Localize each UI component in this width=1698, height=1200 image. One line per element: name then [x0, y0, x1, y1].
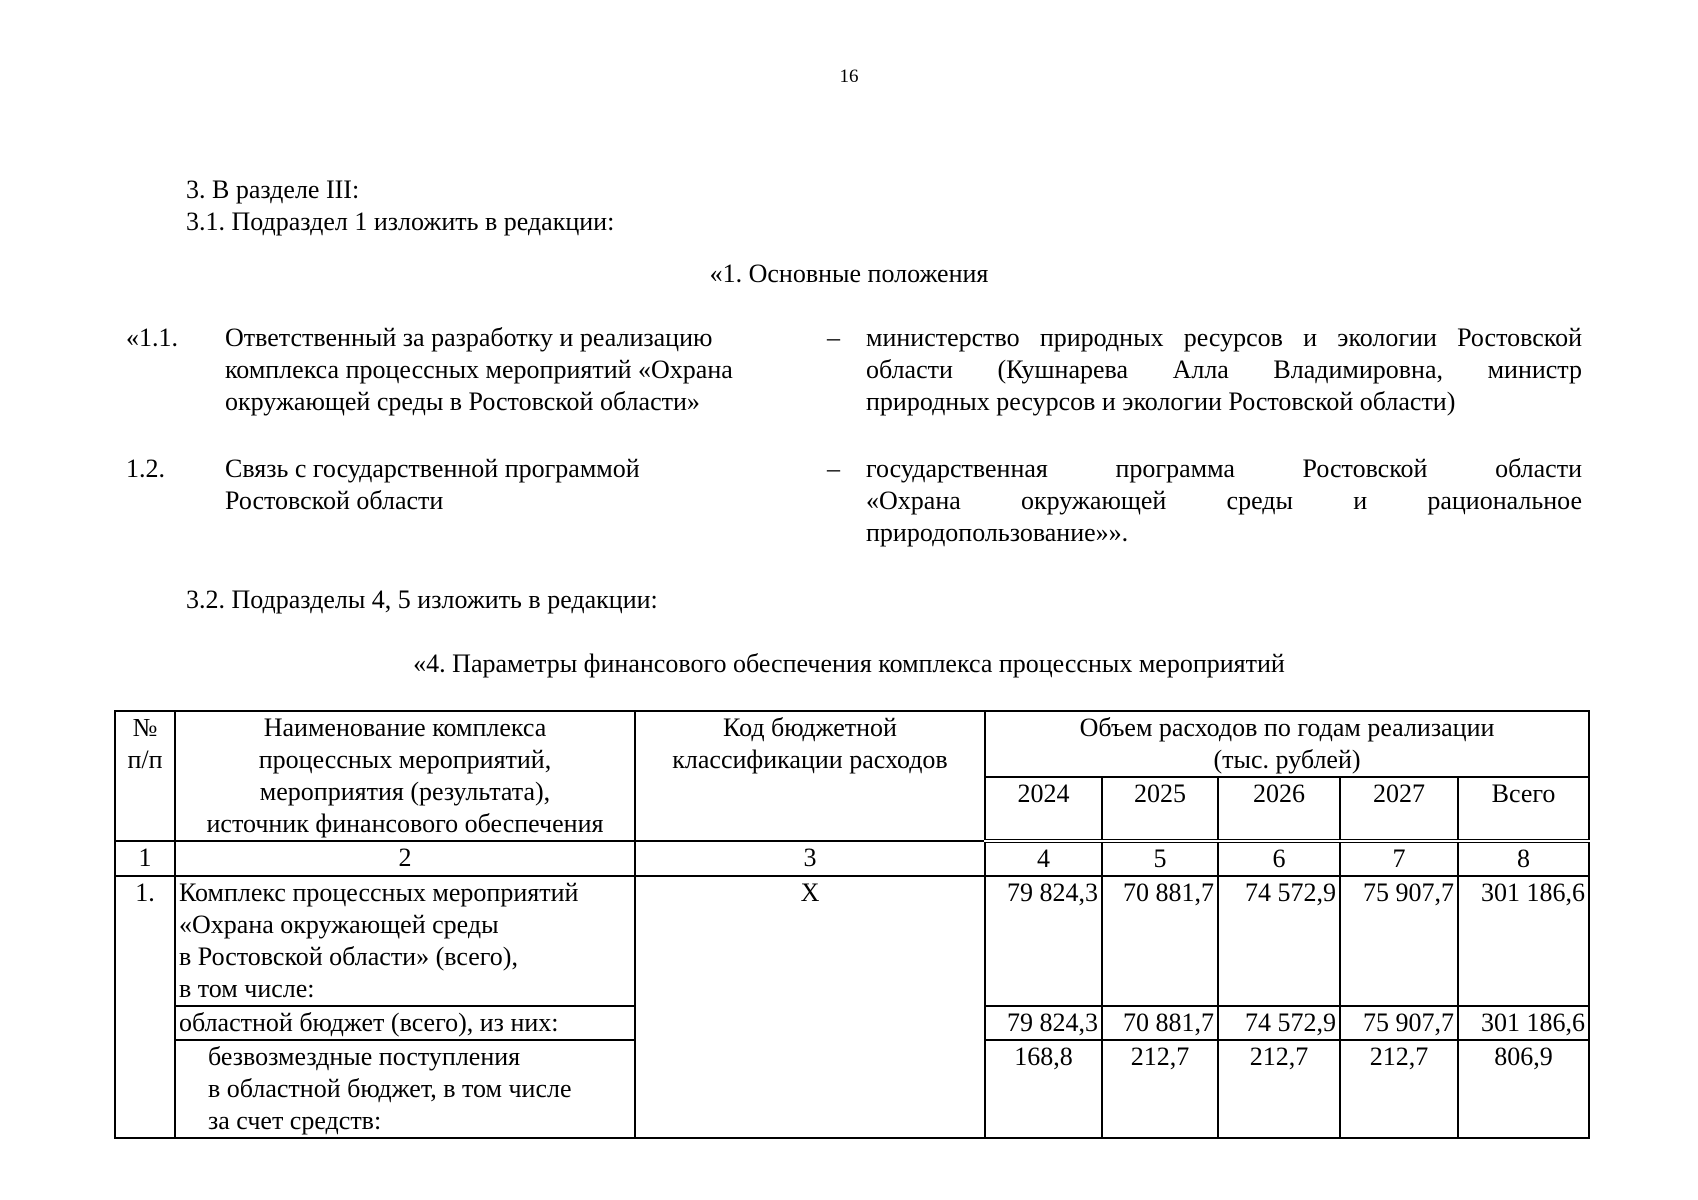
header-year-2025: 2025	[1102, 777, 1218, 841]
item-1-1-label-line: окружающей среды в Ростовской области»	[225, 387, 700, 416]
row-name-line: Комплекс процессных мероприятий	[179, 878, 579, 907]
item-1-1-label-line: комплекса процессных мероприятий «Охрана	[225, 355, 733, 384]
item-1-1-dash: –	[827, 323, 840, 352]
item-1-1-label	[225, 322, 733, 418]
col-number: 7	[1340, 841, 1458, 876]
header-name-line: Наименование комплекса	[263, 713, 547, 742]
header-volume	[985, 711, 1589, 777]
header-code	[635, 711, 985, 841]
item-1-2-value-line: природопользование»».	[866, 518, 1129, 547]
row-name-line: в том числе:	[179, 974, 315, 1003]
header-name-line: процессных мероприятий,	[258, 745, 552, 774]
value-total: 806,9	[1458, 1040, 1589, 1138]
value-2024: 79 824,3	[985, 1006, 1102, 1040]
row-name-line: безвозмездные поступления	[208, 1042, 521, 1071]
paragraph-3-1: 3.1. Подраздел 1 изложить в редакции:	[186, 207, 615, 236]
row-code: Х	[635, 876, 985, 1138]
header-num	[115, 711, 175, 841]
value-2027: 75 907,7	[1340, 1006, 1458, 1040]
value-2024: 168,8	[985, 1040, 1102, 1138]
financial-table	[114, 710, 1590, 1139]
value-2026: 74 572,9	[1218, 876, 1340, 1006]
paragraph-section-3: 3. В разделе III:	[186, 175, 360, 204]
row-name: областной бюджет (всего), из них:	[175, 1006, 635, 1040]
item-1-1-value-line: министерство природных ресурсов и экологии Ростовской	[866, 323, 1582, 352]
item-1-1-value-line: природных ресурсов и экологии Ростовской области)	[866, 387, 1456, 416]
item-1-1-value	[866, 322, 1582, 418]
col-number: 5	[1102, 841, 1218, 876]
header-volume-line: Объем расходов по годам реализации	[1079, 713, 1495, 742]
col-number: 1	[115, 841, 175, 876]
header-year-2027: 2027	[1340, 777, 1458, 841]
value-total: 301 186,6	[1458, 1006, 1589, 1040]
item-1-2-label-line: Связь с государственной программой	[225, 454, 640, 483]
item-1-2-label-line: Ростовской области	[225, 486, 444, 515]
header-code-line: Код бюджетной	[723, 713, 897, 742]
item-1-1-label-line: Ответственный за разработку и реализацию	[225, 323, 713, 352]
header-num-line: №	[132, 713, 158, 742]
item-1-2-label	[225, 453, 640, 517]
header-name-line: источник финансового обеспечения	[206, 809, 604, 838]
heading-financial-parameters: «4. Параметры финансового обеспечения комплекса процессных мероприятий	[413, 649, 1285, 678]
header-year-2024: 2024	[985, 777, 1102, 841]
value-2027: 75 907,7	[1340, 876, 1458, 1006]
page-number: 16	[839, 66, 859, 87]
row-name	[175, 1040, 635, 1138]
value-2025: 70 881,7	[1102, 1006, 1218, 1040]
header-num-line: п/п	[127, 745, 163, 774]
paragraph-3-2: 3.2. Подразделы 4, 5 изложить в редакции:	[186, 585, 658, 614]
value-2025: 70 881,7	[1102, 876, 1218, 1006]
header-volume-line: (тыс. рублей)	[1213, 745, 1361, 774]
row-name-line: в Ростовской области» (всего),	[179, 942, 518, 971]
row-num: 1.	[115, 876, 175, 1138]
table-row	[115, 876, 1589, 1006]
value-total: 301 186,6	[1458, 876, 1589, 1006]
row-name-line: в областной бюджет, в том числе	[208, 1074, 572, 1103]
col-number: 6	[1218, 841, 1340, 876]
header-code-line: классификации расходов	[672, 745, 948, 774]
heading-basic-provisions: «1. Основные положения	[709, 259, 989, 288]
row-name-line: «Охрана окружающей среды	[179, 910, 499, 939]
header-name	[175, 711, 635, 841]
header-year-2026: 2026	[1218, 777, 1340, 841]
col-number: 8	[1458, 841, 1589, 876]
col-number: 4	[985, 841, 1102, 876]
header-total: Всего	[1458, 777, 1589, 841]
value-2026: 212,7	[1218, 1040, 1340, 1138]
value-2025: 212,7	[1102, 1040, 1218, 1138]
row-name-line: за счет средств:	[208, 1106, 382, 1135]
value-2024: 79 824,3	[985, 876, 1102, 1006]
item-1-2-dash: –	[827, 454, 840, 483]
col-number: 3	[635, 841, 985, 876]
value-2026: 74 572,9	[1218, 1006, 1340, 1040]
value-2027: 212,7	[1340, 1040, 1458, 1138]
item-1-2-value	[866, 453, 1582, 549]
item-1-1-value-line: области (Кушнарева Алла Владимировна, министр	[866, 355, 1582, 384]
item-1-2-value-line: «Охрана окружающей среды и рациональное	[866, 486, 1582, 515]
row-name	[175, 876, 635, 1006]
item-1-2-value-line: государственная программа Ростовской области	[866, 454, 1582, 483]
item-1-2-number: 1.2.	[126, 454, 165, 483]
col-number: 2	[175, 841, 635, 876]
item-1-1-number: «1.1.	[126, 323, 178, 352]
header-name-line: мероприятия (результата),	[259, 777, 551, 806]
